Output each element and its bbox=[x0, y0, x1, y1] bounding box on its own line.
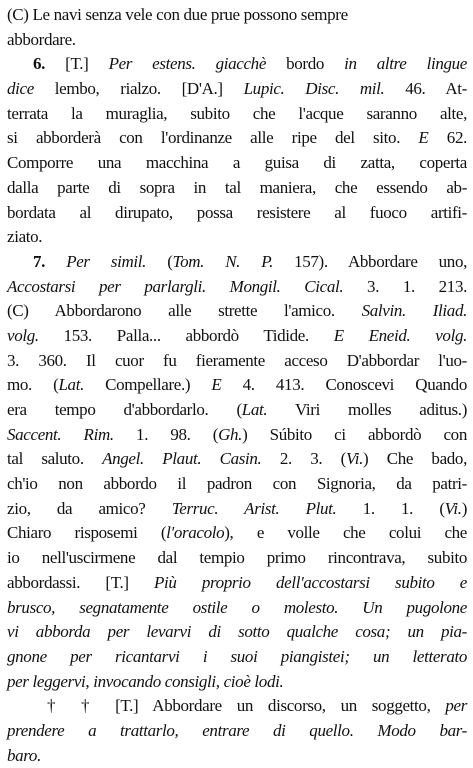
text-line bbox=[7, 423, 467, 448]
text-segment: 4. 413. Conoscevi Quando bbox=[221, 375, 467, 395]
text-segment: 2. 3. ( bbox=[261, 449, 346, 469]
text-segment: Viri molles aditus.) bbox=[267, 400, 468, 419]
text-segment: 46. At- bbox=[384, 79, 467, 99]
text-segment: l'oracolo bbox=[166, 523, 225, 543]
text-segment: Terruc. Arist. Plut. bbox=[171, 498, 337, 518]
text-segment: Vi. bbox=[345, 449, 364, 469]
text-segment: (C) Le navi senza vele con due prue possono sempre bbox=[7, 5, 348, 24]
text-segment: in altre lingue bbox=[344, 54, 467, 74]
text-segment: E Eneid. volg. bbox=[333, 325, 467, 345]
text-segment: Accostarsi per parlargli. Mongil. Cical. bbox=[7, 276, 344, 296]
text-segment: ch'io non abbordo il padron con Signoria, da patri- bbox=[7, 474, 467, 494]
text-line bbox=[7, 77, 467, 102]
text-segment: Vi. bbox=[444, 498, 462, 518]
text-segment: 1. 98. ( bbox=[113, 424, 219, 444]
text-line bbox=[7, 201, 467, 226]
text-segment: Comporre una macchina a guisa di zatta, coperta bbox=[7, 153, 467, 173]
text-segment: Tom. N. P. bbox=[172, 251, 273, 271]
text-segment: Per estens. giacchè bbox=[108, 54, 267, 74]
text-segment: 3. 360. Il cuor fu fieramente acceso D'abbordar l'uo- bbox=[7, 350, 467, 370]
text-segment: 62. bbox=[428, 128, 467, 148]
text-line bbox=[7, 28, 467, 53]
text-segment: Gh. bbox=[218, 424, 243, 444]
text-line bbox=[7, 275, 467, 300]
text-segment: ) bbox=[461, 498, 467, 518]
text-segment: abbordare. bbox=[7, 29, 76, 49]
text-line bbox=[7, 225, 467, 250]
text-line bbox=[7, 521, 467, 546]
text-segment: 153. Palla... abbordò Tidide. bbox=[38, 325, 334, 345]
text-line bbox=[7, 596, 467, 621]
text-line bbox=[7, 670, 467, 695]
text-segment: era tempo d'abbordarlo. ( bbox=[7, 400, 242, 419]
text-segment: 157). Abbordare uno, bbox=[272, 251, 468, 271]
text-line bbox=[7, 126, 467, 151]
text-segment: ( bbox=[146, 251, 173, 271]
text-segment: zio, da amico? bbox=[7, 498, 172, 518]
text-segment: dalla parte di sopra in tal maniera, che essendo ab- bbox=[7, 177, 467, 197]
text-segment: vi abborda per levarvi di sotto qualche cosa; un pia- bbox=[7, 622, 467, 642]
text-segment: prendere a trattarlo, entrare di quello. Modo bar- bbox=[7, 720, 467, 740]
text-segment: Salvin. Iliad. bbox=[361, 301, 468, 321]
text-segment: gnone per ricantarvi i suoi piangistei; un letterato bbox=[7, 646, 467, 666]
text-line bbox=[7, 398, 467, 423]
text-line bbox=[7, 176, 467, 201]
text-segment: volg. bbox=[7, 325, 39, 345]
text-segment: ) Súbito ci abbordò con bbox=[242, 424, 467, 444]
text-segment: 7. bbox=[33, 251, 67, 271]
text-segment: lembo, rialzo. [D'A.] bbox=[33, 79, 244, 99]
text-segment: dice bbox=[7, 79, 34, 99]
text-segment: brusco, segnatamente ostile o molesto. Un pugolone bbox=[7, 597, 467, 617]
text-line bbox=[7, 349, 467, 374]
text-segment: Lupic. Disc. mil. bbox=[243, 79, 385, 99]
text-segment: Lat. bbox=[58, 375, 84, 395]
text-segment: per bbox=[445, 696, 467, 716]
text-segment: Angel. Plaut. Casin. bbox=[102, 449, 262, 469]
text-segment: Saccent. Rim. bbox=[7, 424, 114, 444]
text-segment: † † [T.] Abbordare un discorso, un soggetto, bbox=[47, 696, 446, 716]
text-segment: [T.] bbox=[65, 54, 109, 74]
text-segment: E bbox=[211, 375, 222, 395]
text-segment: per leggervi, invocando consigli, cioè lodi. bbox=[7, 671, 284, 691]
text-line bbox=[7, 324, 467, 349]
text-line bbox=[7, 719, 467, 744]
text-line bbox=[7, 497, 467, 522]
text-segment: ziato. bbox=[7, 227, 43, 247]
text-segment: ) Che bado, bbox=[363, 449, 467, 469]
text-segment: Chiaro risposemi ( bbox=[7, 523, 167, 543]
text-segment: tal saluto. bbox=[7, 449, 103, 469]
text-segment: abbordassi. [T.] bbox=[7, 572, 154, 592]
text-segment: Più proprio dell'accostarsi subito e bbox=[153, 572, 467, 592]
text-segment: Lat. bbox=[241, 400, 268, 419]
text-line bbox=[7, 102, 467, 127]
text-segment: bordata al dirupato, possa resistere al fuoco artifi- bbox=[7, 202, 467, 222]
text-line bbox=[7, 472, 467, 497]
text-line bbox=[7, 299, 467, 324]
text-segment: bordo bbox=[266, 54, 345, 74]
text-line bbox=[7, 571, 467, 596]
text-segment: ), e volle che colui che bbox=[224, 523, 467, 543]
text-line bbox=[7, 546, 467, 571]
text-line bbox=[7, 620, 467, 645]
text-segment: 3. 1. 213. bbox=[343, 276, 467, 296]
text-segment: mo. ( bbox=[7, 375, 59, 395]
text-segment: 1. 1. ( bbox=[336, 498, 445, 518]
text-segment: io nell'uscirmene dal tempio primo rincontrava, subito bbox=[7, 548, 467, 568]
text-segment: (C) Abbordarono alle strette l'amico. bbox=[7, 301, 362, 321]
text-line bbox=[7, 3, 467, 28]
text-segment: E bbox=[418, 128, 429, 148]
text-line bbox=[7, 373, 467, 398]
text-segment: Per simil. bbox=[66, 251, 147, 271]
text-line bbox=[7, 447, 467, 472]
text-segment: terrata la muraglia, subito che l'acque saranno alte, bbox=[7, 103, 467, 123]
text-segment: si abborderà con l'ordinanze alle ripe del sito. bbox=[7, 128, 419, 148]
text-line bbox=[7, 694, 467, 719]
text-line bbox=[7, 744, 467, 768]
text-segment: 6. bbox=[33, 54, 66, 74]
text-line bbox=[7, 250, 467, 275]
text-line bbox=[7, 52, 467, 77]
text-line bbox=[7, 645, 467, 670]
text-segment: baro. bbox=[7, 745, 41, 765]
text-segment: Compellare.) bbox=[83, 375, 212, 395]
text-line bbox=[7, 151, 467, 176]
